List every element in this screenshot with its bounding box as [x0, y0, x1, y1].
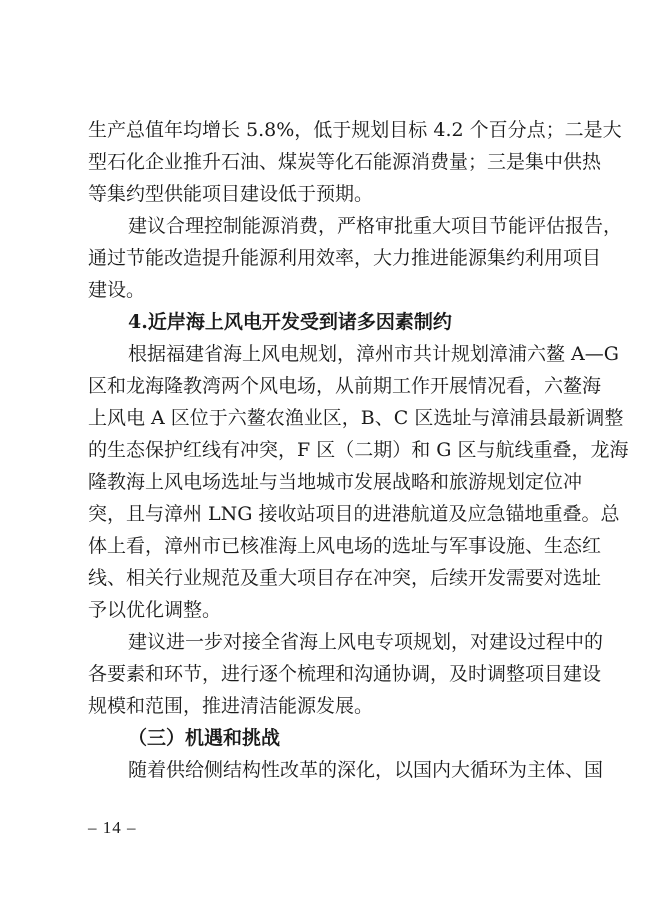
- text-line: 通过节能改造提升能源利用效率，大力推进能源集约利用项目: [88, 247, 602, 269]
- text-line: 线、相关行业规范及重大项目存在冲突，后续开发需要对选址: [88, 567, 602, 589]
- text-line: 上风电 A 区位于六鳌农渔业区，B、C 区选址与漳浦县最新调整: [88, 407, 624, 429]
- paragraph: [88, 754, 604, 786]
- text-line: 随着供给侧结构性改革的深化，以国内大循环为主体、国: [128, 759, 604, 781]
- text-line: 予以优化调整。: [88, 599, 222, 621]
- paragraph: [88, 338, 629, 626]
- text-line: 区和龙海隆教湾两个风电场，从前期工作开展情况看，六鳌海: [88, 375, 602, 397]
- text-line: 根据福建省海上风电规划，漳州市共计规划漳浦六鳌 A—G: [128, 343, 619, 365]
- text-line: 突，且与漳州 LNG 接收站项目的进港航道及应急锚地重叠。总: [88, 503, 620, 525]
- text-line: （三）机遇和挑战: [128, 727, 281, 749]
- text-line: 的生态保护红线有冲突，F 区（二期）和 G 区与航线重叠，龙海: [88, 439, 629, 461]
- text-line: 规模和范围，推进清洁能源发展。: [88, 695, 374, 717]
- text-line: 建议合理控制能源消费，严格审批重大项目节能评估报告，: [128, 215, 623, 237]
- text-line: 生产总值年均增长 5.8%，低于规划目标 4.2 个百分点；二是大: [88, 119, 622, 141]
- text-line: 各要素和环节，进行逐个梳理和沟通协调，及时调整项目建设: [88, 663, 602, 685]
- text-line: 等集约型供能项目建设低于预期。: [88, 183, 374, 205]
- document-body: [88, 114, 629, 786]
- text-line: 4.近岸海上风电开发受到诸多因素制约: [128, 311, 452, 333]
- text-line: 建议进一步对接全省海上风电专项规划，对建设过程中的: [128, 631, 604, 653]
- text-line: 建设。: [88, 279, 146, 301]
- text-line: 型石化企业推升石油、煤炭等化石能源消费量；三是集中供热: [88, 151, 602, 173]
- section-heading: [88, 306, 570, 338]
- page-number: – 14 –: [88, 818, 137, 837]
- paragraph: [88, 114, 622, 210]
- section-heading: [88, 722, 570, 754]
- text-line: 隆教海上风电场选址与当地城市发展战略和旅游规划定位冲: [88, 471, 583, 493]
- paragraph: [88, 626, 604, 722]
- text-line: 体上看，漳州市已核准海上风电场的选址与军事设施、生态红: [88, 535, 602, 557]
- paragraph: [88, 210, 623, 306]
